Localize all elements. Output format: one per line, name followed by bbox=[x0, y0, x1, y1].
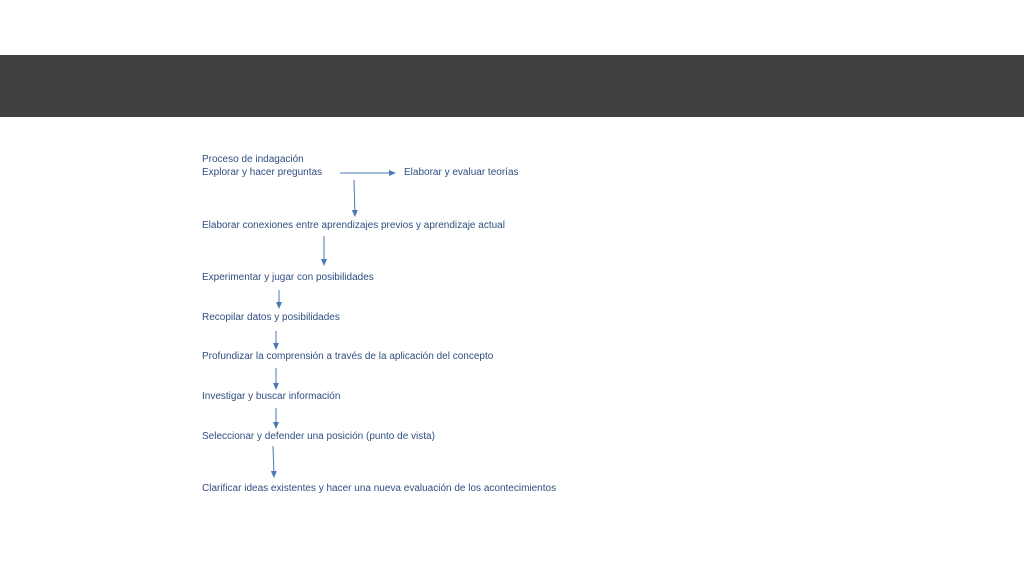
header-band bbox=[0, 55, 1024, 117]
step-teorias: Elaborar y evaluar teorías bbox=[404, 167, 519, 178]
step-experimentar: Experimentar y jugar con posibilidades bbox=[202, 272, 374, 283]
arrow-explorar-to-conexiones bbox=[354, 180, 355, 216]
diagram-title: Proceso de indagación bbox=[202, 154, 304, 165]
arrow-seleccionar-to-clarificar bbox=[273, 446, 274, 477]
step-clarificar: Clarificar ideas existentes y hacer una nueva evaluación de los acontecimientos bbox=[202, 483, 557, 494]
step-seleccionar: Seleccionar y defender una posición (punto de vista) bbox=[202, 431, 435, 442]
step-explorar: Explorar y hacer preguntas bbox=[202, 167, 323, 178]
step-profundizar: Profundizar la comprensión a través de la aplicación del concepto bbox=[202, 351, 494, 362]
step-recopilar: Recopilar datos y posibilidades bbox=[202, 312, 340, 323]
step-conexiones: Elaborar conexiones entre aprendizajes previos y aprendizaje actual bbox=[202, 220, 505, 231]
step-investigar: Investigar y buscar información bbox=[202, 391, 341, 402]
